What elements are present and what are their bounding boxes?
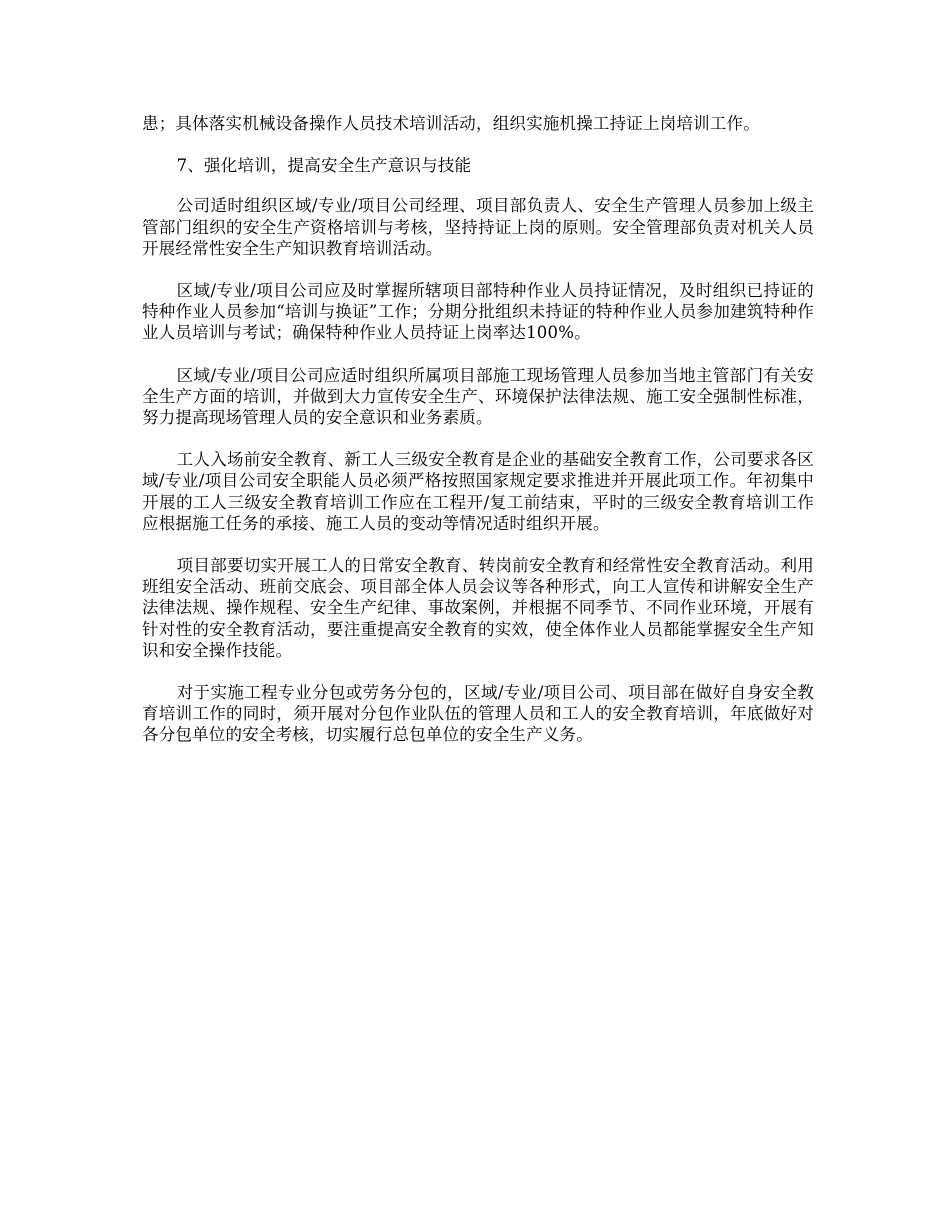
paragraph: 公司适时组织区域/专业/项目公司经理、项目部负责人、安全生产管理人员参加上级主管部门组织的安全生产资格培训与考核，坚持持证上岗的原则。安全管理部负责对机关人员开展经常性安全生产知识教育培训活动。 [142, 196, 814, 258]
section-heading: 7、强化培训，提高安全生产意识与技能 [176, 156, 472, 176]
paragraph: 项目部要切实开展工人的日常安全教育、转岗前安全教育和经常性安全教育活动。利用班组安全活动、班前交底会、项目部全体人员会议等各种形式，向工人宣传和讲解安全生产法律法规、操作规程、安全生产纪律、事故案例，并根据不同季节、不同作业环境，开展有针对性的安全教育活动，要注重提高安全教育的实效，使全体作业人员都能掌握安全生产知识和安全操作技能。 [142, 556, 814, 660]
paragraph: 区域/专业/项目公司应适时组织所属项目部施工现场管理人员参加当地主管部门有关安全生产方面的培训，并做到大力宣传安全生产、环境保护法律法规、施工安全强制性标准，努力提高现场管理人员的安全意识和业务素质。 [142, 365, 814, 428]
paragraph: 工人入场前安全教育、新工人三级安全教育是企业的基础安全教育工作，公司要求各区域/专业/项目公司安全职能人员必须严格按照国家规定要求推进并开展此项工作。年初集中开展的工人三级安全教育培训工作应在工程开/复工前结束，平时的三级安全教育培训工作应根据施工任务的承接、施工人员的变动等情况适时组织开展。 [142, 450, 814, 533]
document-page [142, 113, 814, 767]
paragraph-continuation: 患；具体落实机械设备操作人员技术培训活动，组织实施机操工持证上岗培训工作。 [142, 114, 760, 133]
paragraph: 区域/专业/项目公司应及时掌握所辖项目部特种作业人员持证情况，及时组织已持证的特种作业人员参加“培训与换证”工作；分期分批组织未持证的特种作业人员参加建筑特种作业人员培训与考试；确保特种作业人员持证上岗率达100%。 [142, 281, 814, 343]
paragraph: 对于实施工程专业分包或劳务分包的，区域/专业/项目公司、项目部在做好自身安全教育培训工作的同时，须开展对分包作业队伍的管理人员和工人的安全教育培训，年底做好对各分包单位的安全考核，切实履行总包单位的安全生产义务。 [142, 683, 814, 745]
